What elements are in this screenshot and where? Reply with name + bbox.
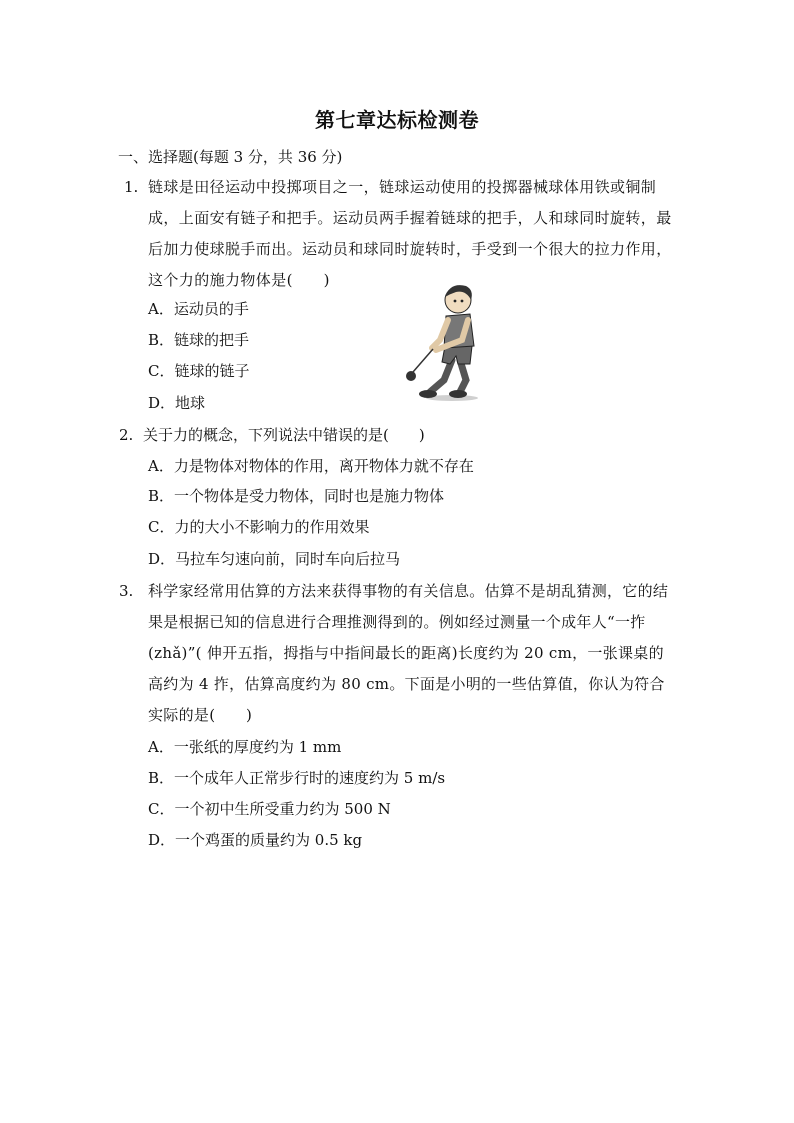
question-stem: 链球是田径运动中投掷项目之一，链球运动使用的投掷器械球体用铁或铜制成，上面安有链子和把手。运动员两手握着链球的把手，人和球同时旋转，最后加力使球脱手而出。运动员和球同时旋转时，手受到一个很大的拉力作用，这个力的施力物体是( )	[148, 178, 672, 289]
option-a: A．力是物体对物体的作用，离开物体力就不存在	[148, 457, 474, 475]
question-number: 3.	[119, 582, 134, 600]
option-a: A．一张纸的厚度约为 1 mm	[148, 738, 342, 756]
option-b: B．链球的把手	[148, 331, 250, 349]
option-c: C．一个初中生所受重力约为 500 N	[148, 800, 391, 818]
question-stem: 关于力的概念，下列说法中错误的是( )	[143, 426, 425, 444]
question-stem: 科学家经常用估算的方法来获得事物的有关信息。估算不是胡乱猜测，它的结果是根据已知的信息进行合理推测得到的。例如经过测量一个成年人“一拃(zhǎ)”( 伸开五指，拇指与中指间最长的距离)长度约为 20 cm，一张课桌的高约为 4 拃，估算高度约为 80 cm。下面是小明的一些估算值，你认为符合实际的是( )	[148, 582, 669, 724]
option-c: C．链球的链子	[148, 362, 250, 380]
section-heading: 一、选择题(每题 3 分，共 36 分)	[118, 148, 343, 166]
option-d: D．马拉车匀速向前，同时车向后拉马	[148, 550, 401, 568]
option-d: D．地球	[148, 394, 206, 412]
option-b: B．一个物体是受力物体，同时也是施力物体	[148, 487, 445, 505]
option-b: B．一个成年人正常步行时的速度约为 5 m/s	[148, 769, 446, 787]
page-title: 第七章达标检测卷	[315, 108, 479, 132]
option-a: A．运动员的手	[148, 300, 249, 318]
hammer-thrower-illustration	[400, 280, 510, 405]
question-number: 2.	[119, 426, 134, 444]
question-number: 1.	[124, 178, 139, 196]
option-c: C．力的大小不影响力的作用效果	[148, 518, 370, 536]
option-d: D．一个鸡蛋的质量约为 0.5 kg	[148, 831, 363, 849]
